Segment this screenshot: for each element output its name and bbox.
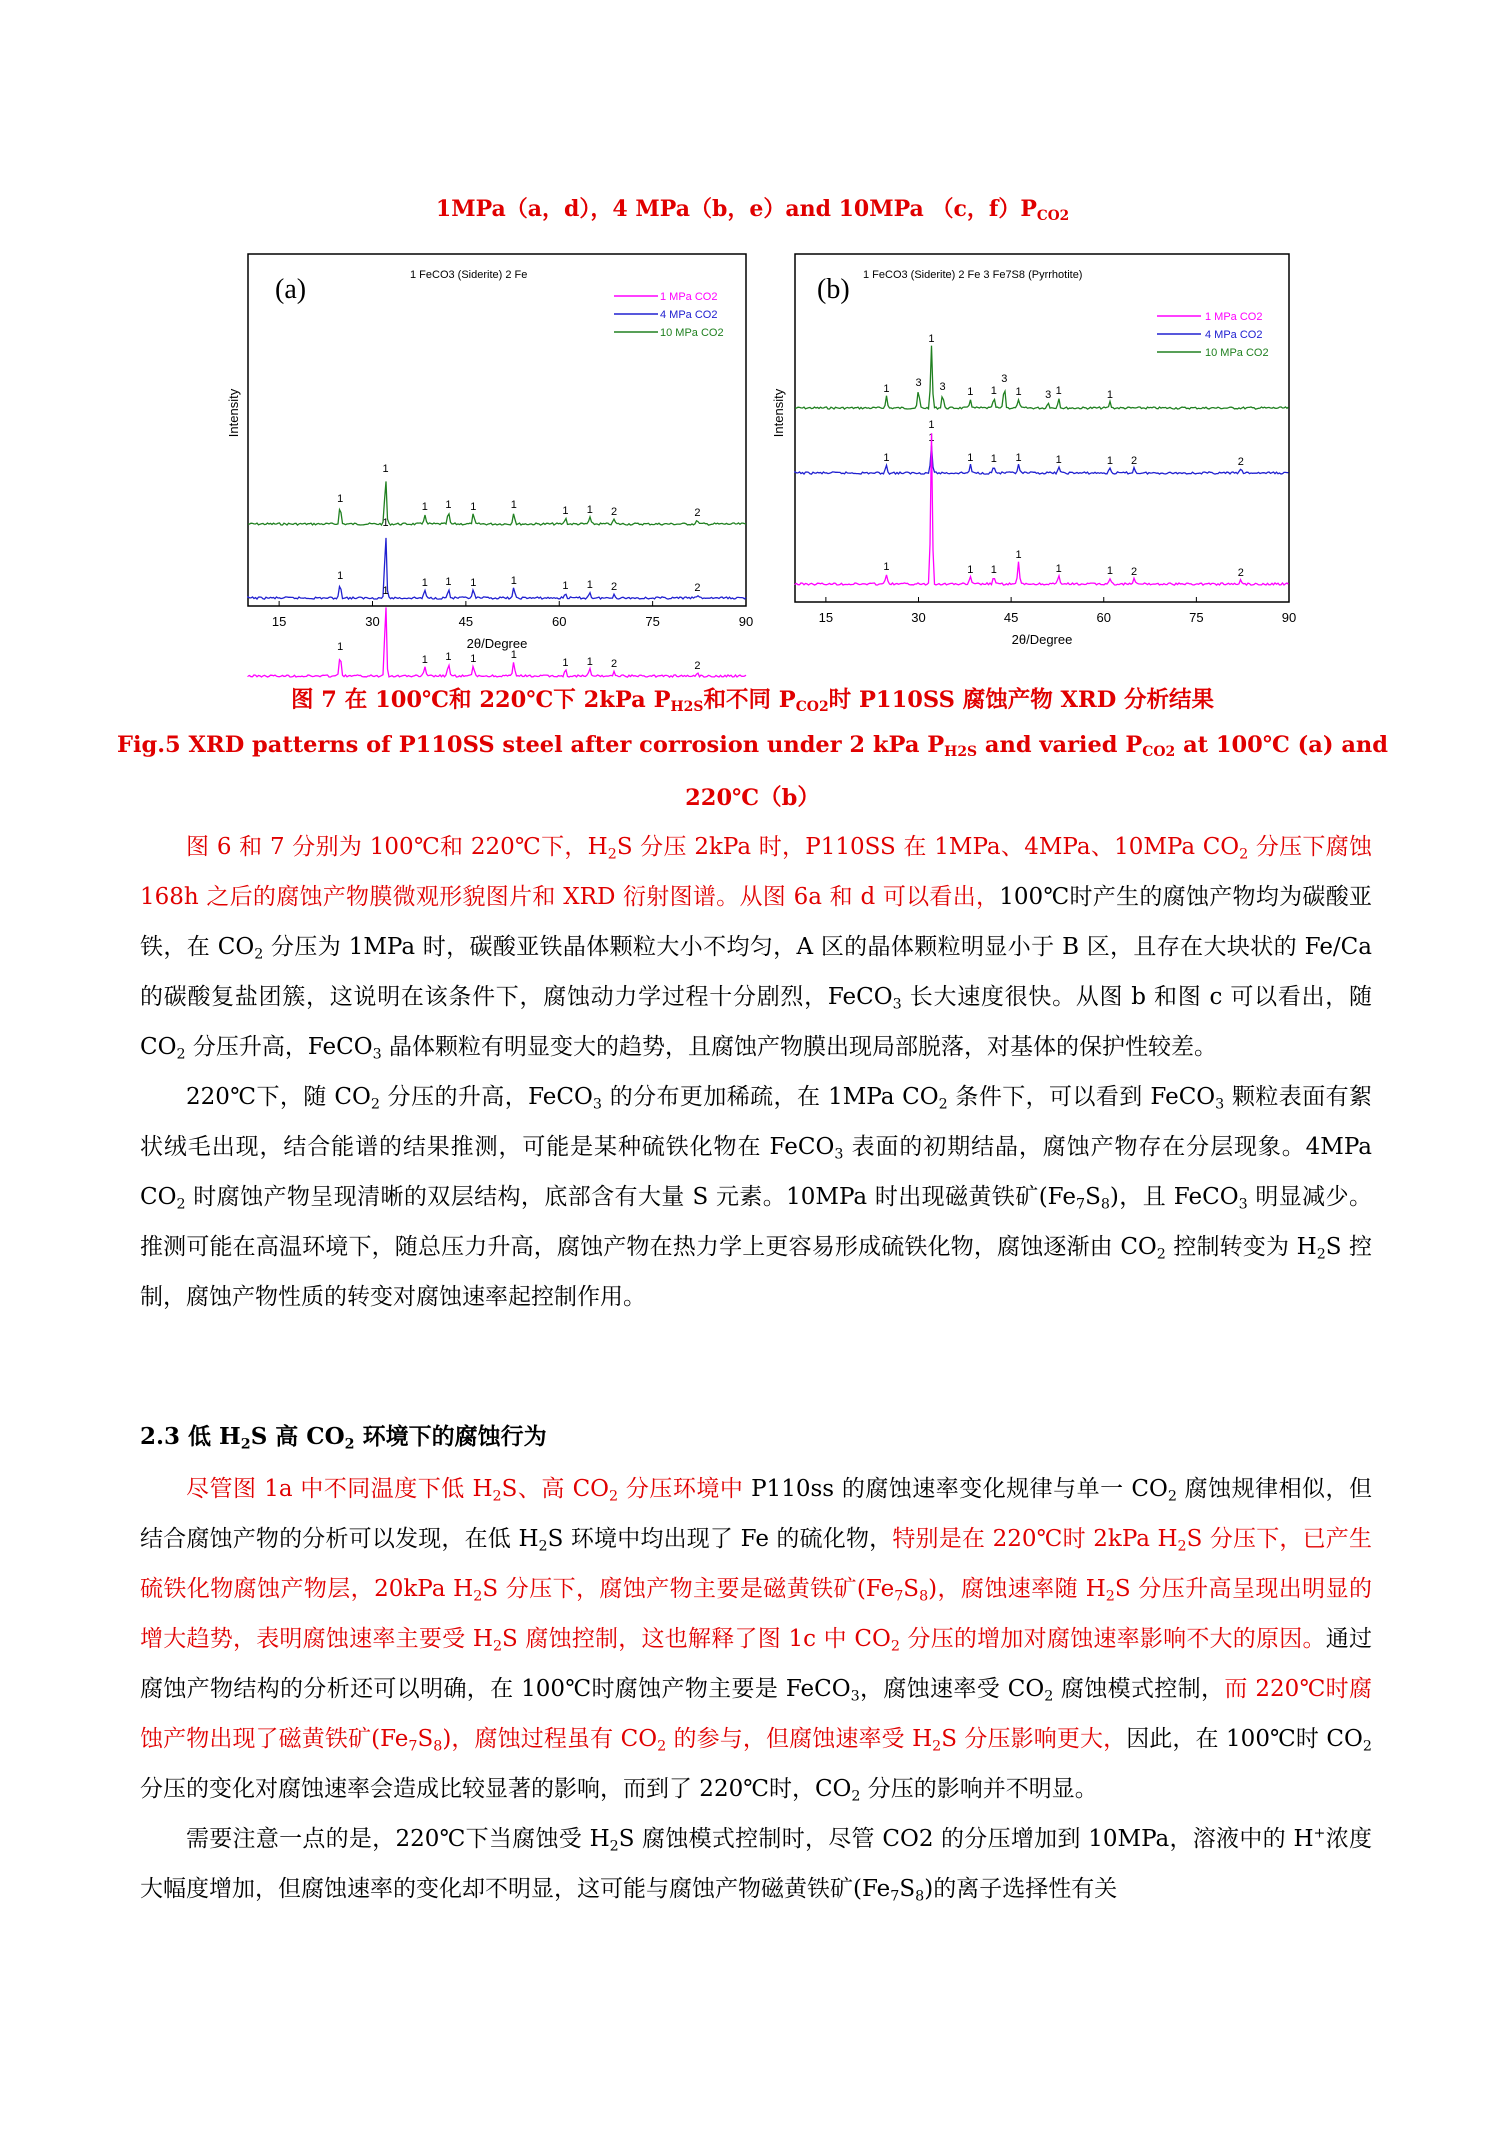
peak-label: 1 (1106, 389, 1113, 401)
section-heading-2-3: 2.3 低 $H_2S$ 高 $CO_2$ 环境下的腐蚀行为 (140, 1423, 547, 1453)
peak-label: 1 (990, 385, 997, 397)
peak-label: 1 (421, 577, 428, 589)
panel-label: (b) (817, 274, 850, 305)
figure-6-caption-tail: 1MPa（a，d），4 MPa（b，e）and 10MPa （c，$f)P_{CO2}$ (435, 196, 1070, 225)
peak-label: 3 (915, 377, 922, 389)
peak-label: 1 (382, 585, 389, 597)
peak-label: 1 (586, 579, 593, 591)
legend-4mpa: 4 MPa CO2 (660, 309, 718, 321)
peak-label: 1 (967, 452, 974, 464)
peak-label: 2 (1130, 455, 1138, 467)
x-tick-label: 45 (458, 614, 474, 629)
x-tick-label: 90 (1281, 610, 1297, 625)
body-text-block-2 (140, 1464, 1372, 1914)
peak-label: 1 (562, 657, 569, 669)
peak-label: 1 (928, 419, 935, 431)
peak-label: 2 (610, 506, 618, 518)
peak-label: 1 (470, 653, 477, 665)
peak-label: 2 (1130, 566, 1138, 578)
series-line-10-mpa-co2 (248, 481, 746, 525)
peak-label: 2 (694, 507, 701, 519)
x-tick-label: 45 (1003, 610, 1019, 625)
peak-label: 2 (610, 658, 618, 670)
figure-caption-en-line2: 220℃（b） (685, 785, 820, 811)
peak-label: 1 (421, 501, 428, 513)
peak-label: 1 (1055, 563, 1062, 575)
peak-label: 1 (337, 641, 344, 653)
legend (614, 291, 724, 339)
y-axis-label: Intensity (226, 388, 241, 438)
paragraph-2: 220℃下，随 $CO_2$ 分压的升高，FeCO$_3$ 的分布更加稀疏，在 1MPa $CO_2$ 条件下，可以看到 FeCO$_3$ 颗粒表面有絮状绒毛出现，结合能谱的结果推测，可能是某种硫铁化物在 FeCO$_3$ 表面的初期结晶，腐蚀产物存在分层现象。4MPa $CO_2$ 时腐蚀产物呈现清晰的双层结构，底部含有大量 S 元素。10MPa 时出现磁黄铁矿$(Fe_7S_8)$，且 FeCO$_3$ 明显减少。推测可能在高温环境下，随总压力升高，腐蚀产物在热力学上更容易形成硫铁化物，腐蚀逐渐由 $CO_2$ 控制转变为 $H_2S$ 控制，腐蚀产物性质的转变对腐蚀速率起控制作用。 (140, 1084, 1373, 1310)
peak-label: 1 (990, 564, 997, 576)
peak-label: 1 (586, 656, 593, 668)
peak-label: 1 (1015, 549, 1022, 561)
legend-1mpa: 1 MPa CO2 (660, 291, 718, 303)
paragraph-1: 图 6 和 7 分别为 100℃和 220℃下，$H_2S$ 分压 2kPa 时，P110SS 在 1MPa、4MPa、10MPa $CO_2$ 分压下腐蚀 168h 之后的腐蚀产物膜微观形貌图片和 XRD 衍射图谱。从图 6a 和 d 可以看出，100℃时产生的腐蚀产物均为碳酸亚铁，在 $CO_2$ 分压为 1MPa 时，碳酸亚铁晶体颗粒大小不均匀，A 区的晶体颗粒明显小于 B 区，且存在大块状的 Fe/Ca 的碳酸复盐团簇，这说明在该条件下，腐蚀动力学过程十分剧烈，FeCO$_3$ 长大速度很快。从图 b 和图 c 可以看出，随 $CO_2$ 分压升高，FeCO$_3$ 晶体颗粒有明显变大的趋势，且腐蚀产物膜出现局部脱落，对基体的保护性较差。 (140, 834, 1373, 1063)
paragraph-4: 需要注意一点的是，220℃下当腐蚀受 $H_2S$ 腐蚀模式控制时，尽管 CO2 的分压增加到 10MPa，溶液中的 H+浓度大幅度增加，但腐蚀速率的变化却不明显，这可能与腐蚀产物磁黄铁矿$(Fe_7S_8)$的离子选择性有关 (140, 1825, 1373, 1905)
peak-label: 1 (586, 504, 593, 516)
peak-label: 1 (382, 463, 389, 475)
peak-label: 1 (510, 499, 517, 511)
peak-label: 1 (510, 575, 517, 587)
peak-label: 1 (445, 576, 452, 588)
peak-label: 1 (337, 570, 344, 582)
x-tick-label: 15 (271, 614, 287, 629)
peak-label: 2 (1237, 567, 1244, 579)
peak-label: 1 (337, 493, 344, 505)
peak-label: 2 (1237, 456, 1244, 468)
peak-label: 1 (562, 580, 569, 592)
peak-label: 2 (610, 581, 618, 593)
peak-label: 2 (694, 660, 701, 672)
peak-label: 1 (1106, 565, 1113, 577)
legend-10mpa: 10 MPa CO2 (1205, 347, 1269, 359)
figure-caption-en-line1: Fig.5 XRD patterns of P110SS steel after corrosion under 2 kPa $P_{H2S}$ and varied $P_{CO2}$ at 100℃ (a) and (116, 732, 1389, 761)
peak-label: 1 (883, 561, 890, 573)
peak-label: 1 (1055, 454, 1062, 466)
series-line-4-mpa-co2 (248, 538, 746, 599)
paragraph-3: 尽管图 1a 中不同温度下低 $H_2S$、高 $CO_2$ 分压环境中 P110ss 的腐蚀速率变化规律与单一 $CO_2$ 腐蚀规律相似，但结合腐蚀产物的分析可以发现，在低 $H_2S$ 环境中均出现了 Fe 的硫化物，特别是在 220℃时 2kPa $H_2S$ 分压下，已产生硫铁化物腐蚀产物层，20kPa $H_2S$ 分压下，腐蚀产物主要是磁黄铁矿$(Fe_7S_8)$，腐蚀速率随 $H_2S$ 分压升高呈现出明显的增大趋势，表明腐蚀速率主要受 $H_2S$ 腐蚀控制，这也解释了图 1c 中 $CO_2$ 分压的增加对腐蚀速率影响不大的原因。通过腐蚀产物结构的分析还可以明确，在 100℃时腐蚀产物主要是 FeCO$_3$，腐蚀速率受 $CO_2$ 腐蚀模式控制，而 220℃时腐蚀产物出现了磁黄铁矿$(Fe_7S_8)$，腐蚀过程虽有 $CO_2$ 的参与，但腐蚀速率受 $H_2S$ 分压影响更大，因此，在 100℃时 $CO_2$ 分压的变化对腐蚀速率会造成比较显著的影响，而到了 220℃时，$CO_2$ 分压的影响并不明显。 (140, 1476, 1373, 1805)
peak-label: 3 (939, 381, 946, 393)
series-line-4-mpa-co2 (795, 445, 1289, 474)
series-line-1-mpa-co2 (795, 433, 1289, 585)
x-tick-label: 30 (365, 614, 380, 629)
peak-label: 1 (562, 505, 569, 517)
legend-4mpa: 4 MPa CO2 (1205, 329, 1263, 341)
peak-label: 1 (382, 517, 389, 529)
y-axis-label: Intensity (771, 388, 786, 438)
peak-label: 1 (883, 383, 890, 395)
x-axis-label: 2θ/Degree (466, 636, 528, 651)
peak-label: 3 (1045, 389, 1052, 401)
x-tick-label: 60 (552, 614, 567, 629)
phase-header: 1 FeCO3 (Siderite) 2 Fe 3 Fe7S8 (Pyrrhotite) (863, 269, 1083, 281)
x-tick-label: 30 (911, 610, 926, 625)
peak-label: 1 (510, 649, 517, 661)
x-tick-label: 75 (645, 614, 660, 629)
peak-label: 1 (470, 577, 477, 589)
plot-frame (248, 254, 746, 606)
peak-label: 1 (928, 333, 935, 345)
xrd-chart-b (755, 248, 1295, 668)
legend-10mpa: 10 MPa CO2 (660, 327, 724, 339)
x-tick-label: 15 (818, 610, 834, 625)
x-tick-label: 75 (1189, 610, 1204, 625)
x-tick-label: 90 (738, 614, 754, 629)
peak-label: 1 (990, 453, 997, 465)
figure-caption-cn: 图 7 在 100℃和 220℃下 2kPa $P_{H2S}$和不同 $P_{CO2}$时 P110SS 腐蚀产物 XRD 分析结果 (290, 687, 1215, 716)
peak-label: 1 (967, 386, 974, 398)
x-tick-label: 60 (1096, 610, 1111, 625)
peak-label: 1 (1055, 385, 1062, 397)
peak-label: 1 (421, 654, 428, 666)
x-axis-label: 2θ/Degree (1011, 632, 1073, 647)
legend (1157, 311, 1269, 359)
phase-header: 1 FeCO3 (Siderite) 2 Fe (410, 269, 528, 281)
peak-label: 1 (1015, 386, 1022, 398)
peak-label: 1 (445, 651, 452, 663)
peak-label: 1 (967, 564, 974, 576)
legend-1mpa: 1 MPa CO2 (1205, 311, 1263, 323)
peak-label: 1 (1106, 455, 1113, 467)
body-text-block-1 (140, 822, 1372, 1322)
xrd-chart-a (210, 248, 754, 672)
peak-label: 2 (694, 582, 701, 594)
peak-label: 1 (1015, 452, 1022, 464)
peak-label: 1 (928, 432, 935, 444)
peak-label: 1 (470, 501, 477, 513)
plot-frame (795, 254, 1289, 602)
panel-label: (a) (275, 274, 307, 305)
peak-label: 1 (883, 452, 890, 464)
peak-label: 1 (445, 499, 452, 511)
peak-label: 3 (1001, 373, 1008, 385)
